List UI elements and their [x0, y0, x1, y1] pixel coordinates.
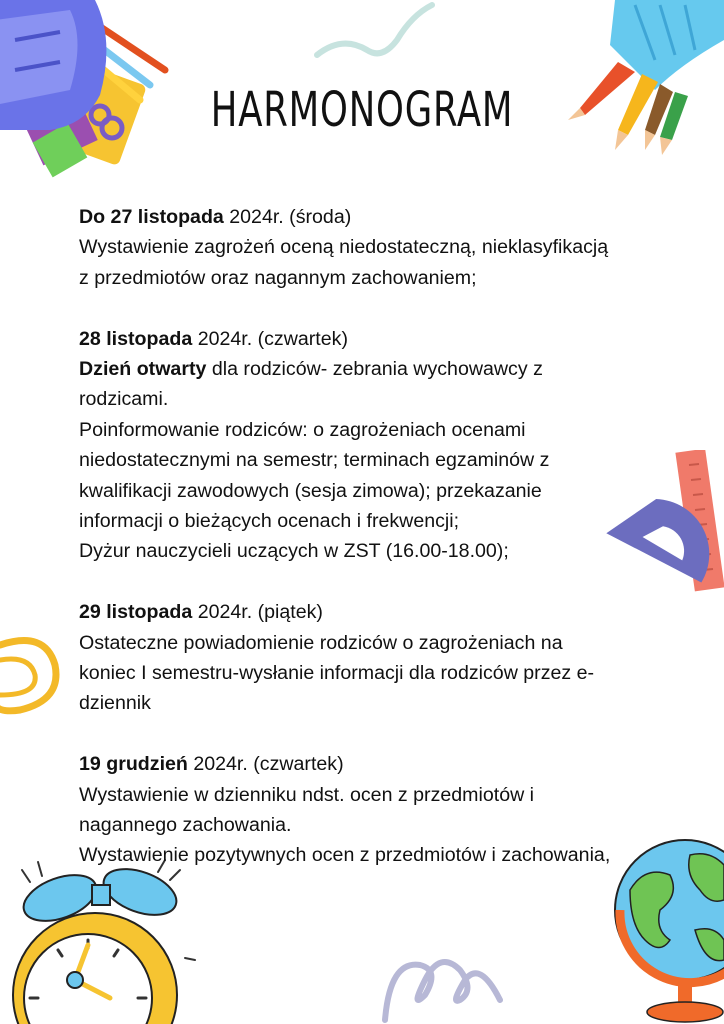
entry-line: Wystawienie zagrożeń oceną niedostateczną, nieklasyfikacją: [79, 236, 609, 259]
entry-line: niedostatecznymi na semestr; terminach egzaminów z: [79, 449, 550, 472]
entry-line: Ostateczne powiadomienie rodziców o zagrożeniach na: [79, 631, 563, 654]
entry-line: koniec I semestru-wysłanie informacji dla rodziców przez e-: [79, 662, 595, 685]
entry-date-bold: 28 listopada: [79, 327, 193, 350]
entry-date-rest: 2024r. (czwartek): [192, 327, 348, 350]
entry-date-bold: Do 27 listopada: [79, 206, 224, 228]
schedule-entry: [79, 749, 679, 871]
entry-date-rest: 2024r. (piątek): [192, 601, 323, 624]
entry-line: Dyżur nauczycieli uczących w ZST (16.00-18.00);: [79, 540, 509, 563]
entry-lead-rest: dla rodziców- zebrania wychowawcy z: [206, 358, 543, 381]
entry-line: Wystawienie w dzienniku ndst. ocen z przedmiotów i: [79, 783, 535, 806]
entry-lead: [79, 354, 679, 384]
entry-date-bold: 29 listopada: [79, 601, 193, 624]
entry-line: nagannego zachowania.: [79, 814, 292, 837]
entry-lead-bold: Dzień otwarty: [79, 358, 207, 381]
entry-line: Poinformowanie rodziców: o zagrożeniach ocenami: [79, 418, 526, 441]
entry-date: [79, 749, 679, 779]
schedule-entry: [79, 597, 679, 719]
entry-date-bold: 19 grudzień: [79, 753, 188, 776]
entry-date: [79, 324, 679, 354]
loop-squiggle-icon: [380, 940, 510, 1024]
entry-date: [79, 597, 679, 627]
entry-line: kwalifikacji zawodowych (sesja zimowa); przekazanie: [79, 479, 542, 502]
scribble-icon: [0, 625, 70, 720]
entry-date-rest: 2024r. (czwartek): [187, 753, 344, 776]
schedule-list: [79, 202, 679, 901]
entry-line: informacji o bieżących ocenach i frekwencji;: [79, 510, 460, 533]
schedule-entry: [79, 324, 679, 567]
page-title: HARMONOGRAM: [210, 82, 514, 138]
entry-date-rest: 2024r. (środa): [223, 206, 352, 228]
entry-line: z przedmiotów oraz nagannym zachowaniem;: [79, 266, 477, 289]
schedule-entry: [79, 202, 679, 293]
squiggle-icon: [312, 0, 442, 70]
entry-date: [79, 202, 679, 232]
entry-line: Wystawienie pozytywnych ocen z przedmiotów i zachowania,: [79, 844, 611, 867]
entry-line: rodzicami.: [79, 388, 169, 411]
entry-line: dziennik: [79, 692, 151, 715]
